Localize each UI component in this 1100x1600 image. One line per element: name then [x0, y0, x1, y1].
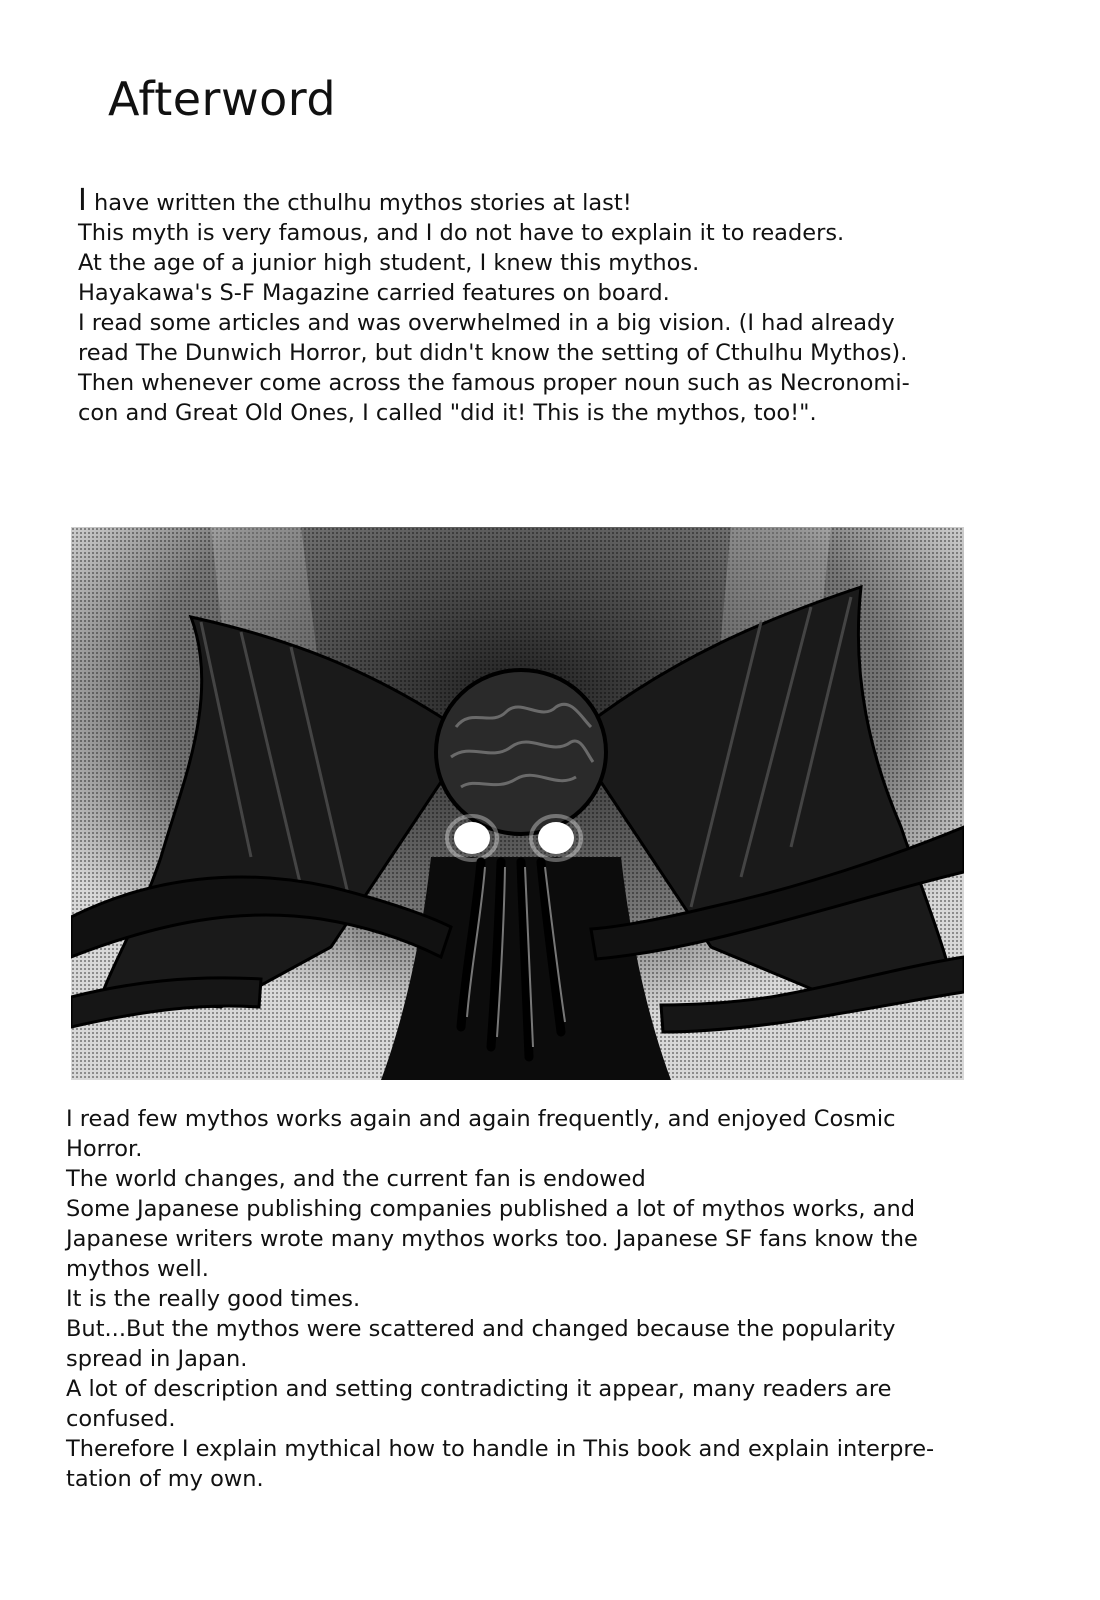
intro-line: con and Great Old Ones, I called "did it! This is the mythos, too!".: [78, 400, 817, 426]
outro-line: The world changes, and the current fan is endowed: [66, 1166, 646, 1192]
intro-line: At the age of a junior high student, I knew this mythos.: [78, 250, 700, 276]
outro-line: Some Japanese publishing companies published a lot of mythos works, and: [66, 1196, 916, 1222]
cthulhu-illustration: [71, 527, 964, 1080]
outro-line: spread in Japan.: [66, 1346, 248, 1372]
page-title: Afterword: [108, 72, 337, 126]
outro-line: Therefore I explain mythical how to handle in This book and explain interpre-: [66, 1436, 935, 1462]
intro-line: read The Dunwich Horror, but didn't know the setting of Cthulhu Mythos).: [78, 340, 908, 366]
outro-paragraph: [66, 1104, 934, 1494]
intro-paragraph: [78, 183, 910, 428]
outro-line: I read few mythos works again and again frequently, and enjoyed Cosmic: [66, 1106, 896, 1132]
outro-line: It is the really good times.: [66, 1286, 361, 1312]
outro-line: tation of my own.: [66, 1466, 264, 1492]
outro-line: Japanese writers wrote many mythos works too. Japanese SF fans know the: [66, 1226, 918, 1252]
outro-line: mythos well.: [66, 1256, 209, 1282]
outro-line: confused.: [66, 1406, 176, 1432]
outro-line: But...But the mythos were scattered and changed because the popularity: [66, 1316, 896, 1342]
intro-line: Hayakawa's S-F Magazine carried features on board.: [78, 280, 670, 306]
outro-line: Horror.: [66, 1136, 143, 1162]
intro-line: I read some articles and was overwhelmed in a big vision. (I had already: [78, 310, 895, 336]
outro-line: A lot of description and setting contradicting it appear, many readers are: [66, 1376, 892, 1402]
intro-line: This myth is very famous, and I do not have to explain it to readers.: [78, 220, 845, 246]
intro-line: I have written the cthulhu mythos stories at last!: [78, 183, 632, 218]
intro-line: Then whenever come across the famous proper noun such as Necronomi-: [78, 370, 910, 396]
